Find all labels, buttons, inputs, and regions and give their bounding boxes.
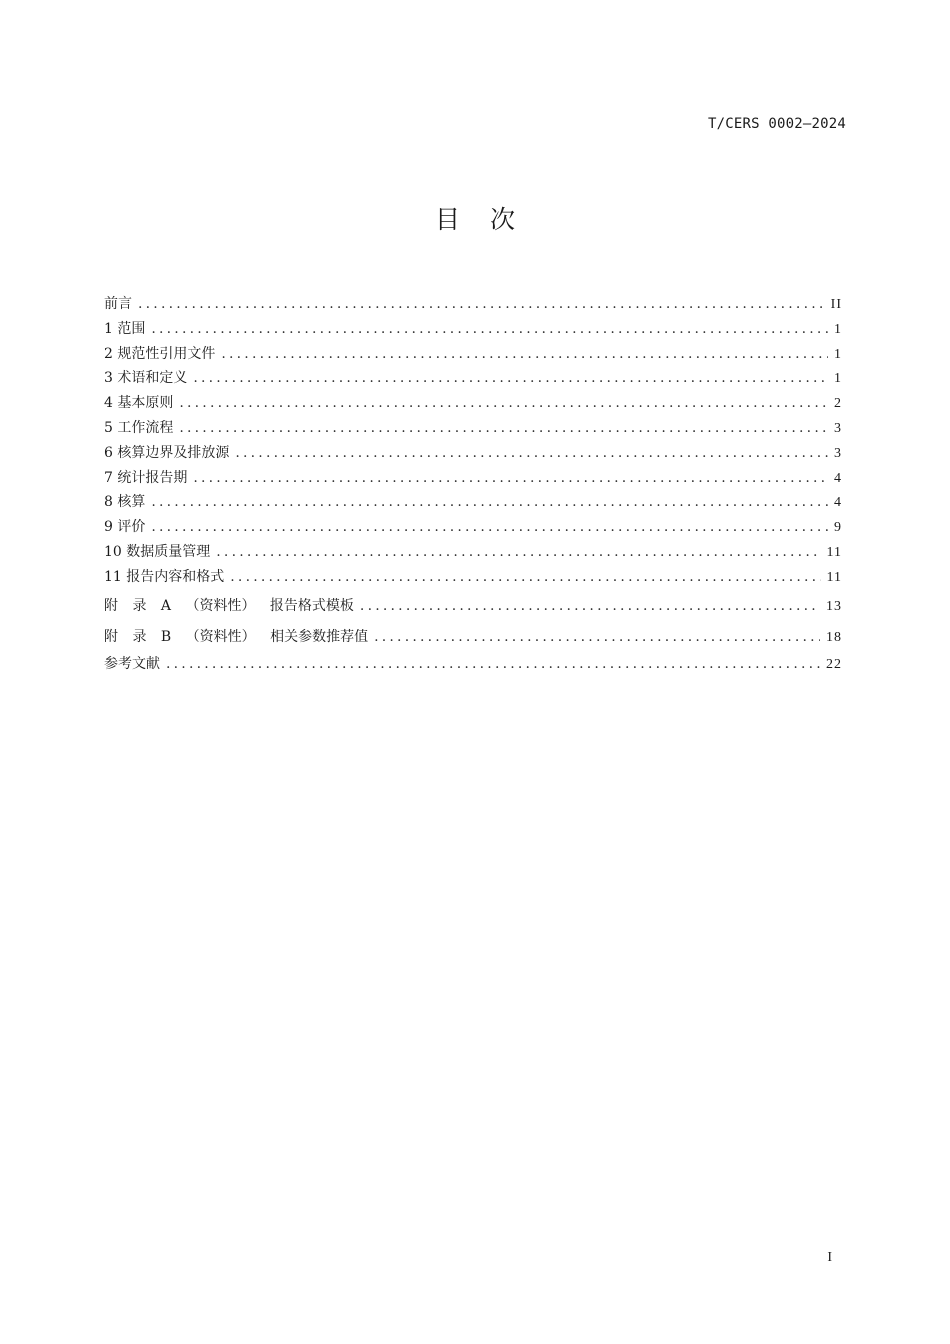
toc-entry[interactable]	[104, 416, 842, 441]
toc-entry[interactable]	[104, 565, 842, 590]
toc-entry[interactable]	[104, 441, 842, 466]
toc-leader-dots	[221, 342, 828, 367]
toc-leader-dots	[179, 391, 828, 416]
toc-entry[interactable]	[104, 391, 842, 416]
toc-leader-dots	[193, 466, 828, 491]
toc-leader-dots	[151, 317, 828, 342]
toc-leader-dots	[374, 623, 820, 652]
toc-entry-page: 4	[834, 470, 842, 486]
toc-entry-label: 8 核算	[104, 494, 146, 511]
toc-entry-page: 18	[826, 629, 842, 645]
toc-entry-page: 11	[826, 569, 842, 585]
toc-entry-label: 3 术语和定义	[104, 370, 188, 387]
toc-entry-label: 10 数据质量管理	[104, 543, 211, 560]
toc-entry-label: 参考文献	[104, 655, 160, 672]
toc-entry-label: 11 报告内容和格式	[104, 568, 225, 585]
table-of-contents	[104, 292, 842, 676]
toc-entry-page: 3	[834, 445, 842, 461]
toc-entry[interactable]	[104, 515, 842, 540]
toc-entry-label: 附 录 B （资料性） 相关参数推荐值	[104, 628, 369, 645]
toc-entry-page: 4	[834, 495, 842, 511]
toc-entry-page: 13	[826, 598, 842, 614]
toc-entry-page: 22	[826, 656, 842, 672]
document-id: T/CERS 0002—2024	[707, 116, 846, 132]
toc-leader-dots	[151, 515, 828, 540]
toc-entry[interactable]	[104, 592, 842, 621]
toc-entry-label: 附 录 A （资料性） 报告格式模板	[104, 597, 354, 614]
toc-entry-label: 7 统计报告期	[104, 469, 188, 486]
toc-entry-page: 1	[834, 321, 842, 337]
toc-entry-label: 9 评价	[104, 519, 146, 536]
toc-entry[interactable]	[104, 292, 842, 317]
toc-entry-label: 5 工作流程	[104, 419, 174, 436]
toc-entry-page: 9	[834, 520, 842, 536]
toc-entry-page: 3	[834, 420, 842, 436]
toc-entry[interactable]	[104, 366, 842, 391]
toc-leader-dots	[360, 592, 820, 621]
toc-leader-dots	[151, 490, 828, 515]
toc-entry-page: 1	[834, 346, 842, 362]
toc-entry-label: 1 范围	[104, 320, 146, 337]
toc-entry-label: 6 核算边界及排放源	[104, 444, 230, 461]
toc-entry[interactable]	[104, 623, 842, 652]
toc-leader-dots	[138, 292, 825, 317]
toc-entry[interactable]	[104, 540, 842, 565]
toc-entry-page: 1	[834, 371, 842, 387]
toc-leader-dots	[216, 540, 820, 565]
toc-entry[interactable]	[104, 490, 842, 515]
toc-entry-label: 4 基本原则	[104, 395, 174, 412]
toc-leader-dots	[179, 416, 828, 441]
toc-entry[interactable]	[104, 342, 842, 367]
toc-leader-dots	[235, 441, 828, 466]
toc-leader-dots	[166, 652, 820, 677]
toc-leader-dots	[230, 565, 820, 590]
toc-entry-label: 2 规范性引用文件	[104, 345, 216, 362]
toc-entry-page: II	[830, 297, 842, 312]
page-title: 目次	[434, 205, 545, 234]
toc-entry-page: 11	[826, 544, 842, 560]
toc-entry-label: 前言	[104, 296, 132, 312]
toc-leader-dots	[193, 366, 828, 391]
toc-entry[interactable]	[104, 317, 842, 342]
toc-entry-page: 2	[834, 396, 842, 412]
page-number: I	[827, 1250, 832, 1265]
toc-entry[interactable]	[104, 466, 842, 491]
toc-entry[interactable]	[104, 652, 842, 677]
